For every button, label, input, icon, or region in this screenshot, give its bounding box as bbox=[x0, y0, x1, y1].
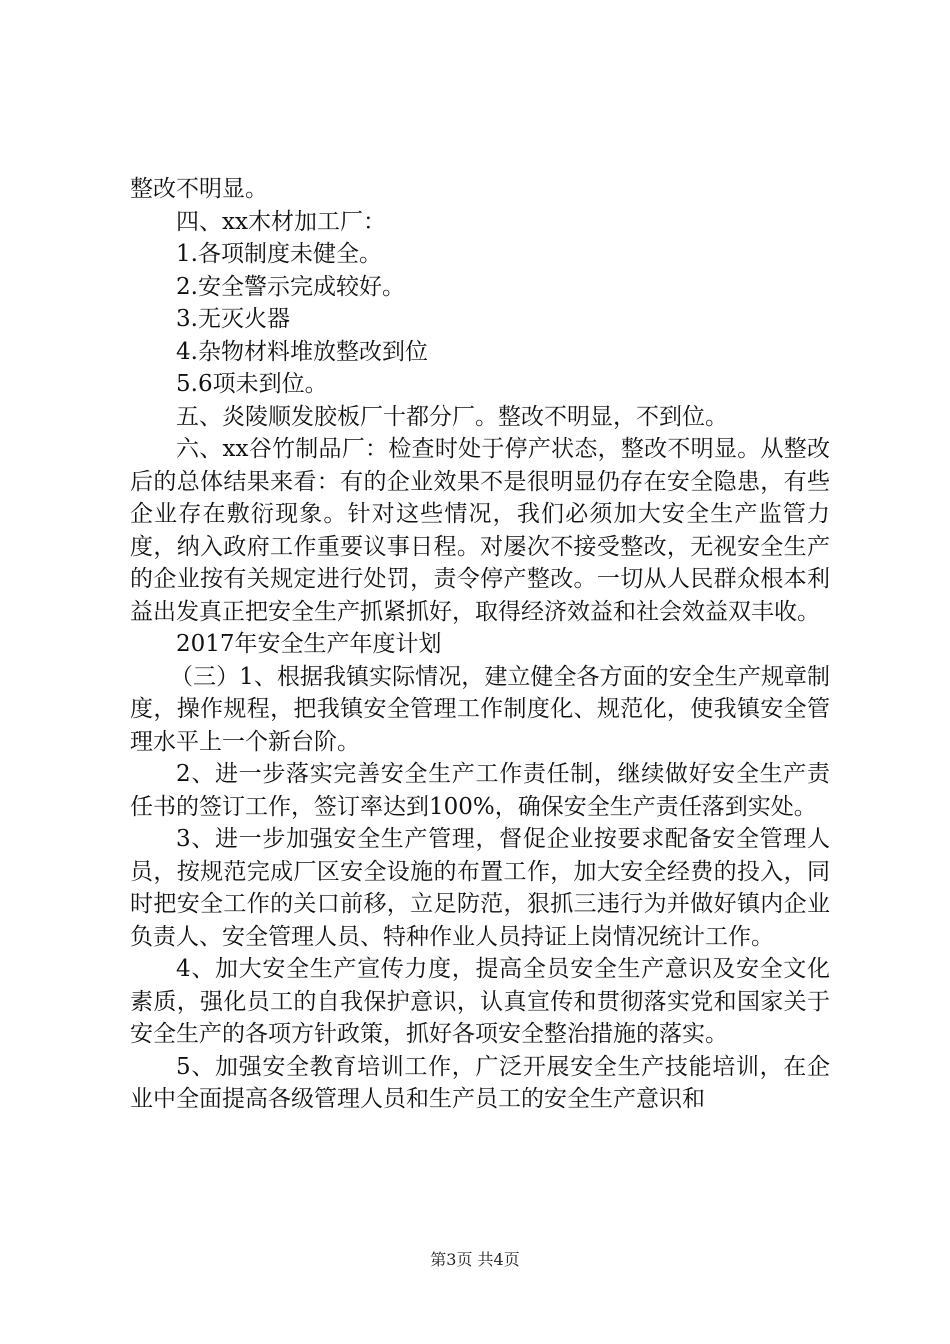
paragraph-continuation: 整改不明显。 bbox=[130, 176, 268, 202]
plan-item-3: 3、进一步加强安全生产管理，督促企业按要求配备安全管理人员，按规范完成厂区安全设施的布置工作，加大安全经费的投入，同时把安全工作的关口前移，立足防范，狠抓三违行为并做好镇内企业负责人、安全管理人员、特种作业人员持证上岗情况统计工作。 bbox=[130, 826, 830, 950]
list-item: 4.杂物材料堆放整改到位 bbox=[176, 338, 428, 365]
section-six: 六、xx谷竹制品厂：检查时处于停产状态，整改不明显。从整改后的总体结果来看：有的企业效果不是很明显仍存在安全隐患，有些企业存在敷衍现象。针对这些情况，我们必须加大安全生产监管力度，纳入政府工作重要议事日程。对屡次不接受整改，无视安全生产的企业按有关规定进行处罚，责令停产整改。一切从人民群众根本利益出发真正把安全生产抓紧抓好，取得经济效益和社会效益双丰收。 bbox=[130, 436, 830, 625]
plan-item-4: 4、加大安全生产宣传力度，提高全员安全生产意识及安全文化素质，强化员工的自我保护意识，认真宣传和贯彻落实党和国家关于安全生产的各项方针政策，抓好各项安全整治措施的落实。 bbox=[130, 956, 830, 1047]
list-item: 1.各项制度未健全。 bbox=[176, 241, 382, 267]
section-heading-four: 四、xx木材加工厂： bbox=[176, 208, 386, 235]
page-number: 第3页 共4页 bbox=[430, 1250, 520, 1269]
section-five: 五、炎陵顺发胶板厂十都分厂。整改不明显，不到位。 bbox=[176, 403, 728, 430]
plan-item-1: （三）1、根据我镇实际情况，建立健全各方面的安全生产规章制度，操作规程，把我镇安全管理工作制度化、规范化，使我镇安全管理水平上一个新台阶。 bbox=[130, 663, 830, 755]
plan-title: 2017年安全生产年度计划 bbox=[176, 631, 442, 657]
list-item: 3.无灭火器 bbox=[176, 306, 290, 332]
list-item: 5.6项未到位。 bbox=[176, 371, 328, 397]
list-item: 2.安全警示完成较好。 bbox=[176, 273, 405, 300]
plan-item-2: 2、进一步落实完善安全生产工作责任制，继续做好安全生产责任书的签订工作，签订率达到100%，确保安全生产责任落到实处。 bbox=[130, 761, 830, 820]
plan-item-5: 5、加强安全教育培训工作，广泛开展安全生产技能培训，在企业中全面提高各级管理人员和生产员工的安全生产意识和 bbox=[130, 1053, 830, 1112]
document-body bbox=[130, 173, 830, 1116]
